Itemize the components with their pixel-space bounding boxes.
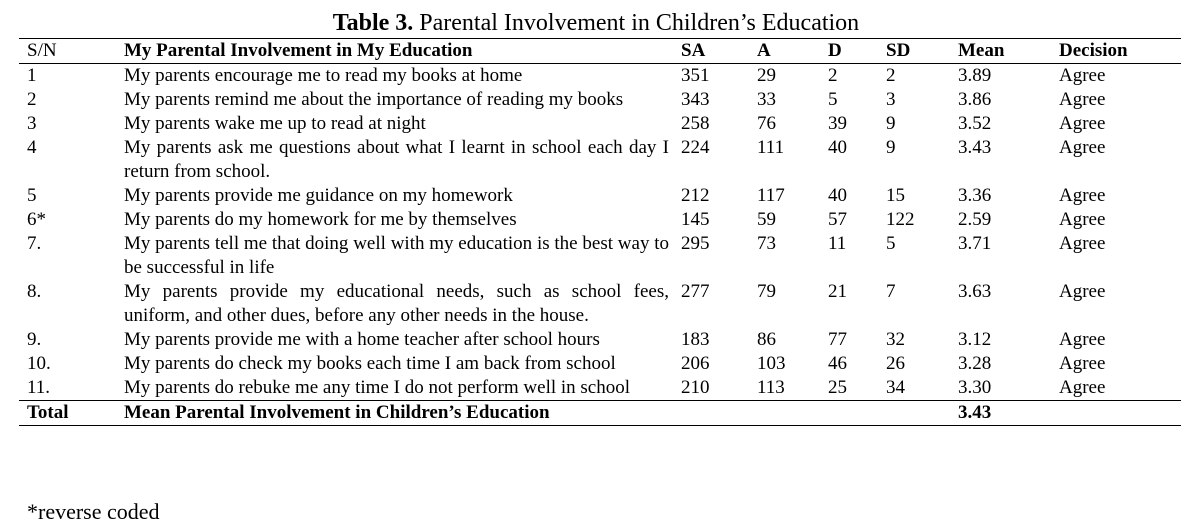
cell-a: 76: [757, 113, 776, 134]
cell-decision: Agree: [1059, 329, 1106, 350]
cell-mean: 3.43: [958, 137, 992, 158]
cell-decision: Agree: [1059, 89, 1106, 110]
cell-d: 40: [828, 185, 847, 206]
cell-sa: 145: [681, 209, 710, 230]
total-row: [19, 401, 1181, 426]
total-a: [749, 401, 820, 426]
header-row: [19, 39, 1181, 64]
cell-a: 73: [757, 233, 776, 254]
cell-item: My parents provide me with a home teacher after school hours: [124, 329, 600, 350]
cell-mean: 3.71: [958, 233, 992, 254]
cell-sd: 3: [886, 89, 896, 110]
cell-item: My parents do check my books each time I am back from school: [124, 353, 616, 374]
table-caption-label: Table 3.: [332, 10, 414, 36]
cell-a: 33: [757, 89, 776, 110]
table-row: [19, 112, 1181, 136]
total-sd: [878, 401, 950, 426]
cell-d: 2: [828, 65, 838, 86]
table-row: [19, 208, 1181, 232]
table-header: [19, 39, 1181, 64]
cell-decision: Agree: [1059, 209, 1106, 230]
table-row: [19, 376, 1181, 401]
header-d: D: [820, 39, 878, 64]
cell-mean: 3.12: [958, 329, 992, 350]
cell-sn: 5: [27, 185, 37, 206]
cell-d: 46: [828, 353, 847, 374]
header-mean: Mean: [950, 39, 1051, 64]
cell-sd: 32: [886, 329, 905, 350]
cell-decision: Agree: [1059, 137, 1106, 158]
cell-item: My parents do rebuke me any time I do not perform well in school: [124, 377, 631, 398]
cell-item: My parents do my homework for me by themselves: [124, 209, 517, 230]
table-caption-text: Parental Involvement in Children’s Education: [413, 10, 860, 36]
header-sa: SA: [673, 39, 749, 64]
cell-mean: 3.36: [958, 185, 992, 206]
cell-sd: 7: [886, 281, 896, 302]
table-row: [19, 88, 1181, 112]
cell-sd: 9: [886, 113, 896, 134]
header-decision: Decision: [1051, 39, 1181, 64]
cell-decision: Agree: [1059, 65, 1106, 86]
table-row: [19, 232, 1181, 280]
cell-sn: 11.: [27, 377, 51, 398]
cell-sa: 212: [681, 185, 710, 206]
cell-mean: 3.63: [958, 281, 992, 302]
cell-a: 59: [757, 209, 776, 230]
cell-sa: 295: [681, 233, 710, 254]
table-row: [19, 328, 1181, 352]
cell-a: 113: [757, 377, 785, 398]
header-sd: SD: [878, 39, 950, 64]
cell-item: My parents tell me that doing well with my education is the best way to be successful in life: [124, 233, 669, 278]
cell-sa: 258: [681, 113, 710, 134]
table-caption: [0, 8, 1192, 38]
table-row: [19, 136, 1181, 184]
cell-sa: 224: [681, 137, 710, 158]
cell-decision: Agree: [1059, 185, 1106, 206]
cell-item: My parents provide my educational needs, such as school fees, uniform, and other dues, before any other needs in the house.: [124, 281, 669, 326]
table-row: [19, 184, 1181, 208]
header-a: A: [749, 39, 820, 64]
total-label: Total: [19, 401, 116, 426]
cell-sn: 10.: [27, 353, 51, 374]
table-row: [19, 64, 1181, 89]
cell-a: 103: [757, 353, 786, 374]
table-body: [19, 64, 1181, 426]
table-row: [19, 352, 1181, 376]
cell-a: 111: [757, 137, 785, 158]
cell-item: My parents wake me up to read at night: [124, 113, 426, 134]
cell-decision: Agree: [1059, 353, 1106, 374]
cell-sa: 351: [681, 65, 710, 86]
cell-sn: 9.: [27, 329, 42, 350]
cell-sn: 4: [27, 137, 37, 158]
cell-sa: 206: [681, 353, 710, 374]
cell-mean: 3.89: [958, 65, 992, 86]
cell-mean: 3.86: [958, 89, 992, 110]
cell-d: 77: [828, 329, 847, 350]
cell-a: 79: [757, 281, 776, 302]
cell-d: 21: [828, 281, 847, 302]
cell-mean: 3.52: [958, 113, 992, 134]
cell-a: 117: [757, 185, 785, 206]
cell-d: 57: [828, 209, 847, 230]
cell-sa: 277: [681, 281, 710, 302]
cell-a: 29: [757, 65, 776, 86]
total-mean: 3.43: [950, 401, 1051, 426]
cell-sa: 210: [681, 377, 710, 398]
cell-sd: 5: [886, 233, 896, 254]
cell-sa: 343: [681, 89, 710, 110]
total-decision: [1051, 401, 1181, 426]
cell-sd: 26: [886, 353, 905, 374]
cell-sd: 34: [886, 377, 905, 398]
cell-d: 25: [828, 377, 847, 398]
parental-involvement-table: [19, 38, 1181, 426]
cell-a: 86: [757, 329, 776, 350]
cell-mean: 2.59: [958, 209, 992, 230]
cell-decision: Agree: [1059, 377, 1106, 398]
cell-decision: Agree: [1059, 281, 1106, 302]
cell-sd: 15: [886, 185, 905, 206]
total-sa: [673, 401, 749, 426]
cell-mean: 3.28: [958, 353, 992, 374]
cell-sd: 122: [886, 209, 915, 230]
total-d: [820, 401, 878, 426]
header-item: My Parental Involvement in My Education: [116, 39, 673, 64]
cell-d: 11: [828, 233, 847, 254]
cell-item: My parents provide me guidance on my homework: [124, 185, 513, 206]
cell-item: My parents remind me about the importance of reading my books: [124, 89, 624, 110]
cell-sd: 9: [886, 137, 896, 158]
cell-sd: 2: [886, 65, 896, 86]
cell-mean: 3.30: [958, 377, 992, 398]
cell-sn: 1: [27, 65, 37, 86]
cell-d: 40: [828, 137, 847, 158]
table-footnote: *reverse coded: [27, 499, 160, 524]
cell-d: 39: [828, 113, 847, 134]
cell-sn: 7.: [27, 233, 42, 254]
header-sn: S/N: [19, 39, 116, 64]
cell-d: 5: [828, 89, 838, 110]
cell-item: My parents encourage me to read my books at home: [124, 65, 523, 86]
cell-decision: Agree: [1059, 113, 1106, 134]
cell-sn: 2: [27, 89, 37, 110]
total-item: Mean Parental Involvement in Children’s Education: [116, 401, 673, 426]
cell-sn: 8.: [27, 281, 42, 302]
cell-item: My parents ask me questions about what I learnt in school each day I return from school.: [124, 137, 669, 182]
table-row: [19, 280, 1181, 328]
cell-decision: Agree: [1059, 233, 1106, 254]
cell-sn: 3: [27, 113, 37, 134]
cell-sa: 183: [681, 329, 710, 350]
cell-sn: 6*: [27, 209, 46, 230]
